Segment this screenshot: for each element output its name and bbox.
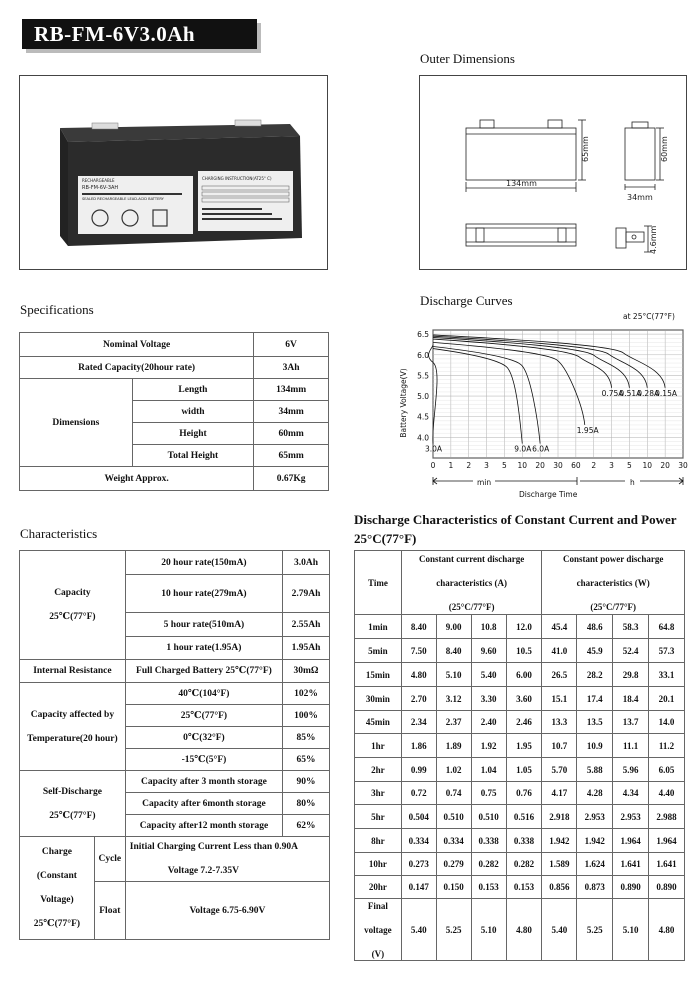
time-header: Time	[355, 551, 402, 615]
float-value: Voltage 6.75-6.90V	[125, 882, 329, 940]
discharge-value: 64.8	[649, 615, 685, 639]
ir-value: 30mΩ	[283, 660, 330, 683]
cp-header	[542, 551, 685, 615]
final-voltage-value: 5.40	[542, 899, 577, 961]
discharge-value: 0.153	[471, 876, 506, 899]
discharge-value: 9.00	[436, 615, 471, 639]
discharge-value: 0.76	[506, 782, 542, 805]
spec-row-capacity	[20, 357, 329, 379]
discharge-value: 0.338	[471, 829, 506, 853]
discharge-value: 1.89	[436, 734, 471, 758]
discharge-value: 0.890	[613, 876, 649, 899]
discharge-value: 28.2	[577, 663, 613, 687]
discharge-value: 5.88	[577, 758, 613, 782]
discharge-value: 0.890	[649, 876, 685, 899]
discharge-value: 11.2	[649, 734, 685, 758]
discharge-value: 5.10	[436, 663, 471, 687]
discharge-table-heading-2: 25°C(77°F)	[354, 531, 417, 546]
temp-value: 100%	[283, 705, 330, 727]
cp-header-1: Constant power discharge	[563, 553, 664, 564]
temp-label-cell	[20, 683, 126, 771]
sd-value: 80%	[283, 793, 330, 815]
discharge-value: 1.02	[436, 758, 471, 782]
chart-x-tick-label: 0	[430, 461, 436, 470]
discharge-row	[355, 805, 685, 829]
discharge-value: 0.74	[436, 782, 471, 805]
product-photo-box	[19, 75, 328, 270]
discharge-curves-heading: Discharge Curves	[420, 293, 513, 308]
battery-brand-text: RECHARGEABLE	[82, 178, 115, 183]
cc-header-1: Constant current discharge	[418, 553, 525, 564]
outer-dimensions-heading: Outer Dimensions	[420, 51, 515, 66]
discharge-value: 45.4	[542, 615, 577, 639]
chart-y-tick-label: 6.0	[417, 350, 429, 360]
discharge-value: 0.510	[436, 805, 471, 829]
chart-x-tick-label: 3	[609, 461, 614, 470]
discharge-value: 1.964	[649, 829, 685, 853]
discharge-value: 26.5	[542, 663, 577, 687]
discharge-value: 58.3	[613, 615, 649, 639]
discharge-curve-label: 0.51A	[619, 388, 642, 398]
discharge-value: 6.05	[649, 758, 685, 782]
chart-x-tick-label: 10	[642, 461, 653, 470]
terminal-dim-label: 4.6mm	[649, 225, 658, 254]
discharge-value: 2.70	[401, 687, 436, 711]
discharge-value: 0.75	[471, 782, 506, 805]
chart-y-tick-label: 4.5	[417, 412, 429, 422]
chart-x-unit-arrows	[433, 477, 683, 485]
discharge-value: 4.40	[649, 782, 685, 805]
discharge-value: 48.6	[577, 615, 613, 639]
discharge-curve	[433, 335, 665, 388]
discharge-value: 52.4	[613, 639, 649, 663]
chart-x-tick-label: 30	[553, 461, 563, 470]
discharge-value: 1.95	[506, 734, 542, 758]
cycle-line-2: Voltage 7.2-7.35V	[167, 866, 239, 876]
final-voltage-value: 5.25	[577, 899, 613, 961]
discharge-characteristics-table	[354, 550, 685, 961]
cc-header-2: characteristics (A)	[436, 577, 507, 588]
final-voltage-label-line: (V)	[371, 948, 385, 959]
final-voltage-value: 4.80	[649, 899, 685, 961]
discharge-value: 1.86	[401, 734, 436, 758]
discharge-value: 15.1	[542, 687, 577, 711]
cp-header-2: characteristics (W)	[576, 577, 650, 588]
discharge-value: 2.37	[436, 711, 471, 734]
char-row	[20, 837, 330, 882]
chart-y-tick-label: 5.5	[417, 371, 429, 381]
sd-label: Self-Discharge	[42, 786, 102, 797]
discharge-value: 2.953	[613, 805, 649, 829]
discharge-value: 6.00	[506, 663, 542, 687]
height-dim-label: 60mm	[660, 136, 669, 162]
spec-row-length	[20, 379, 329, 401]
discharge-value: 3.60	[506, 687, 542, 711]
capacity-label-cell	[20, 551, 126, 660]
discharge-value: 1.05	[506, 758, 542, 782]
discharge-value: 0.72	[401, 782, 436, 805]
capacity-value: 1.95Ah	[283, 637, 330, 660]
discharge-table-heading-1: Discharge Characteristics of Constant Current and Power	[354, 512, 677, 527]
sd-temp: 25℃(77°F)	[49, 810, 96, 821]
discharge-value: 1.942	[577, 829, 613, 853]
discharge-value: 1.92	[471, 734, 506, 758]
discharge-value: 4.34	[613, 782, 649, 805]
discharge-value: 41.0	[542, 639, 577, 663]
discharge-value: 57.3	[649, 639, 685, 663]
final-voltage-value: 5.10	[613, 899, 649, 961]
cycle-label: Cycle	[94, 837, 125, 882]
spec-row-voltage	[20, 333, 329, 357]
discharge-row	[355, 758, 685, 782]
capacity-rate: 5 hour rate(510mA)	[125, 613, 282, 637]
spec-value: 134mm	[254, 379, 329, 401]
final-voltage-value: 5.40	[401, 899, 436, 961]
discharge-value: 0.150	[436, 876, 471, 899]
discharge-row	[355, 734, 685, 758]
discharge-value: 5.70	[542, 758, 577, 782]
discharge-value: 1.624	[577, 853, 613, 876]
discharge-value: 29.8	[613, 663, 649, 687]
cycle-cell	[125, 837, 329, 882]
discharge-value: 10.8	[471, 615, 506, 639]
chart-y-tick-label: 5.0	[417, 392, 429, 402]
discharge-curve-label: 0.75A	[601, 388, 624, 398]
discharge-time: 3hr	[355, 782, 402, 805]
final-voltage-value: 5.10	[471, 899, 506, 961]
discharge-value: 1.589	[542, 853, 577, 876]
sd-value: 62%	[283, 815, 330, 837]
discharge-time: 8hr	[355, 829, 402, 853]
chart-x-tick-label: 3	[484, 461, 489, 470]
discharge-value: 0.279	[436, 853, 471, 876]
chart-x-tick-label: 2	[591, 461, 597, 470]
discharge-value: 5.96	[613, 758, 649, 782]
discharge-value: 2.988	[649, 805, 685, 829]
spec-value: 65mm	[254, 445, 329, 467]
discharge-row	[355, 829, 685, 853]
discharge-row	[355, 615, 685, 639]
discharge-value: 1.942	[542, 829, 577, 853]
discharge-row	[355, 853, 685, 876]
spec-value: 0.67Kg	[254, 467, 329, 491]
spec-label: Dimensions	[20, 379, 133, 467]
sd-value: 90%	[283, 771, 330, 793]
discharge-value: 0.334	[436, 829, 471, 853]
discharge-value: 0.516	[506, 805, 542, 829]
discharge-time: 1hr	[355, 734, 402, 758]
discharge-value: 13.7	[613, 711, 649, 734]
final-voltage-value: 4.80	[506, 899, 542, 961]
chart-x-tick-label: 5	[502, 461, 507, 470]
temp-value: 65%	[283, 749, 330, 771]
final-voltage-label-line: voltage	[364, 924, 392, 935]
discharge-curves-chart	[395, 308, 695, 503]
discharge-value: 0.510	[471, 805, 506, 829]
cycle-line-1: Initial Charging Current Less than 0.90A	[129, 842, 298, 852]
discharge-value: 3.30	[471, 687, 506, 711]
spec-value: 34mm	[254, 401, 329, 423]
chart-x-tick-label: 1	[448, 461, 454, 470]
discharge-value: 33.1	[649, 663, 685, 687]
temp-cond: 0℃(32°F)	[125, 727, 282, 749]
discharge-value: 17.4	[577, 687, 613, 711]
chart-x-unit-h: h	[630, 478, 635, 487]
charge-label-cell	[20, 837, 95, 940]
spec-sublabel: Length	[132, 379, 254, 401]
cp-header-3: (25°C/77°F)	[590, 601, 637, 612]
discharge-row	[355, 639, 685, 663]
discharge-value: 1.641	[649, 853, 685, 876]
chart-x-tick-label: 20	[535, 461, 545, 470]
chart-x-tick-label: 2	[466, 461, 472, 470]
discharge-value: 0.334	[401, 829, 436, 853]
ir-label: Internal Resistance	[20, 660, 126, 683]
char-row	[20, 683, 330, 705]
capacity-value: 3.0Ah	[283, 551, 330, 575]
discharge-curve-label: 0.28A	[637, 388, 660, 398]
capacity-rate: 20 hour rate(150mA)	[125, 551, 282, 575]
characteristics-heading: Characteristics	[20, 526, 98, 541]
cc-header-3: (25°C/77°F)	[448, 601, 495, 612]
spec-value: 6V	[254, 333, 329, 357]
discharge-value: 2.46	[506, 711, 542, 734]
discharge-value: 4.17	[542, 782, 577, 805]
discharge-row	[355, 711, 685, 734]
discharge-value: 20.1	[649, 687, 685, 711]
sd-cond: Capacity after12 month storage	[125, 815, 282, 837]
discharge-time: 20hr	[355, 876, 402, 899]
discharge-value: 0.273	[401, 853, 436, 876]
discharge-header-row	[355, 551, 685, 615]
discharge-value: 0.856	[542, 876, 577, 899]
spec-sublabel: Height	[132, 423, 254, 445]
chart-y-tick-label: 4.0	[417, 433, 429, 443]
spec-value: 3Ah	[254, 357, 329, 379]
chart-title: at 25°C(77°F)	[623, 312, 675, 321]
discharge-value: 1.641	[613, 853, 649, 876]
discharge-time: 45min	[355, 711, 402, 734]
temp-label-1: Capacity affected by	[30, 709, 115, 720]
dimension-drawing	[420, 76, 686, 269]
discharge-time: 30min	[355, 687, 402, 711]
discharge-value: 8.40	[436, 639, 471, 663]
spec-row-weight	[20, 467, 329, 491]
discharge-value: 10.5	[506, 639, 542, 663]
discharge-value: 0.873	[577, 876, 613, 899]
temp-value: 85%	[283, 727, 330, 749]
discharge-value: 4.28	[577, 782, 613, 805]
length-dim-label: 134mm	[506, 179, 537, 188]
characteristics-table	[19, 550, 330, 940]
sd-cond: Capacity after 3 month storage	[125, 771, 282, 793]
battery-photo	[20, 76, 327, 269]
discharge-value: 18.4	[613, 687, 649, 711]
chart-x-tick-label: 60	[571, 461, 581, 470]
temp-value: 102%	[283, 683, 330, 705]
discharge-value: 4.80	[401, 663, 436, 687]
temp-label-2: Temperature(20 hour)	[27, 733, 118, 744]
discharge-value: 0.99	[401, 758, 436, 782]
spec-label: Rated Capacity(20hour rate)	[20, 357, 254, 379]
chart-y-tick-label: 6.5	[417, 330, 429, 340]
battery-model-text: RB-FM-6V-3AH	[82, 185, 119, 191]
float-label: Float	[94, 882, 125, 940]
cc-header	[401, 551, 542, 615]
capacity-rate: 1 hour rate(1.95A)	[125, 637, 282, 660]
chart-xlabel: Discharge Time	[519, 490, 578, 499]
char-row	[20, 771, 330, 793]
temp-cond: 40℃(104°F)	[125, 683, 282, 705]
discharge-value: 1.04	[471, 758, 506, 782]
discharge-row	[355, 663, 685, 687]
discharge-value: 0.338	[506, 829, 542, 853]
temp-cond: -15℃(5°F)	[125, 749, 282, 771]
discharge-time: 5min	[355, 639, 402, 663]
discharge-value: 0.504	[401, 805, 436, 829]
spec-sublabel: width	[132, 401, 254, 423]
battery-charging-text: CHARGING INSTRUCTION(AT25° C)	[202, 176, 272, 181]
outer-dimensions-box	[419, 75, 687, 270]
discharge-curve-label: 9.0A	[514, 444, 532, 454]
discharge-value: 1.964	[613, 829, 649, 853]
capacity-temp: 25℃(77°F)	[49, 612, 96, 622]
discharge-curve-label: 3.0A	[425, 444, 443, 454]
char-row	[20, 551, 330, 575]
chart-x-tick-label: 5	[627, 461, 632, 470]
discharge-value: 8.40	[401, 615, 436, 639]
spec-label: Nominal Voltage	[20, 333, 254, 357]
battery-desc-text: SEALED RECHARGEABLE LEAD-ACID BATTERY	[82, 197, 164, 201]
capacity-value: 2.79Ah	[283, 575, 330, 613]
discharge-value: 10.7	[542, 734, 577, 758]
discharge-value: 2.953	[577, 805, 613, 829]
chart-x-tick-label: 30	[678, 461, 688, 470]
discharge-time: 1min	[355, 615, 402, 639]
final-voltage-label	[355, 899, 402, 961]
capacity-label: Capacity	[54, 588, 91, 598]
specifications-heading: Specifications	[20, 302, 94, 317]
discharge-curve-label: 1.95A	[576, 425, 599, 435]
chart-x-tick-label: 10	[517, 461, 528, 470]
discharge-time: 2hr	[355, 758, 402, 782]
spec-value: 60mm	[254, 423, 329, 445]
sd-label-cell	[20, 771, 126, 837]
discharge-value: 0.153	[506, 876, 542, 899]
spec-sublabel: Total Height	[132, 445, 254, 467]
spec-label: Weight Approx.	[20, 467, 254, 491]
discharge-row	[355, 876, 685, 899]
discharge-time: 15min	[355, 663, 402, 687]
capacity-value: 2.55Ah	[283, 613, 330, 637]
char-row	[20, 660, 330, 683]
discharge-value: 12.0	[506, 615, 542, 639]
discharge-time: 10hr	[355, 853, 402, 876]
charge-label-2: (Constant	[36, 871, 77, 881]
discharge-curve-label: 0.15A	[655, 388, 677, 398]
chart-ylabel: Battery Voltage(V)	[399, 368, 408, 438]
page-title: RB-FM-6V3.0Ah	[22, 19, 257, 49]
width-dim-label: 34mm	[627, 193, 653, 202]
discharge-row	[355, 687, 685, 711]
discharge-value: 2.34	[401, 711, 436, 734]
chart-x-unit-min: min	[477, 478, 492, 487]
discharge-value: 11.1	[613, 734, 649, 758]
discharge-value: 0.282	[506, 853, 542, 876]
discharge-value: 2.918	[542, 805, 577, 829]
discharge-value: 9.60	[471, 639, 506, 663]
specifications-table	[19, 332, 329, 491]
discharge-value: 0.282	[471, 853, 506, 876]
charge-label-1: Charge	[41, 847, 72, 857]
discharge-value: 5.40	[471, 663, 506, 687]
ir-condition: Full Charged Battery 25℃(77°F)	[125, 660, 282, 683]
charge-temp: 25℃(77°F)	[33, 919, 81, 929]
discharge-value: 13.5	[577, 711, 613, 734]
capacity-rate: 10 hour rate(279mA)	[125, 575, 282, 613]
total-height-dim-label: 65mm	[581, 136, 590, 162]
chart-curves	[425, 335, 678, 454]
temp-cond: 25℃(77°F)	[125, 705, 282, 727]
chart-x-tick-label: 20	[660, 461, 670, 470]
discharge-value: 7.50	[401, 639, 436, 663]
discharge-time: 5hr	[355, 805, 402, 829]
discharge-value: 14.0	[649, 711, 685, 734]
final-voltage-value: 5.25	[436, 899, 471, 961]
sd-cond: Capacity after 6month storage	[125, 793, 282, 815]
discharge-value: 10.9	[577, 734, 613, 758]
discharge-value: 13.3	[542, 711, 577, 734]
discharge-value: 0.147	[401, 876, 436, 899]
discharge-value: 2.40	[471, 711, 506, 734]
final-voltage-row	[355, 899, 685, 961]
charge-label-3: Voltage)	[40, 895, 74, 905]
final-voltage-label-line: Final	[367, 900, 388, 911]
discharge-value: 45.9	[577, 639, 613, 663]
discharge-curve-label: 6.0A	[532, 444, 550, 454]
discharge-value: 3.12	[436, 687, 471, 711]
discharge-row	[355, 782, 685, 805]
